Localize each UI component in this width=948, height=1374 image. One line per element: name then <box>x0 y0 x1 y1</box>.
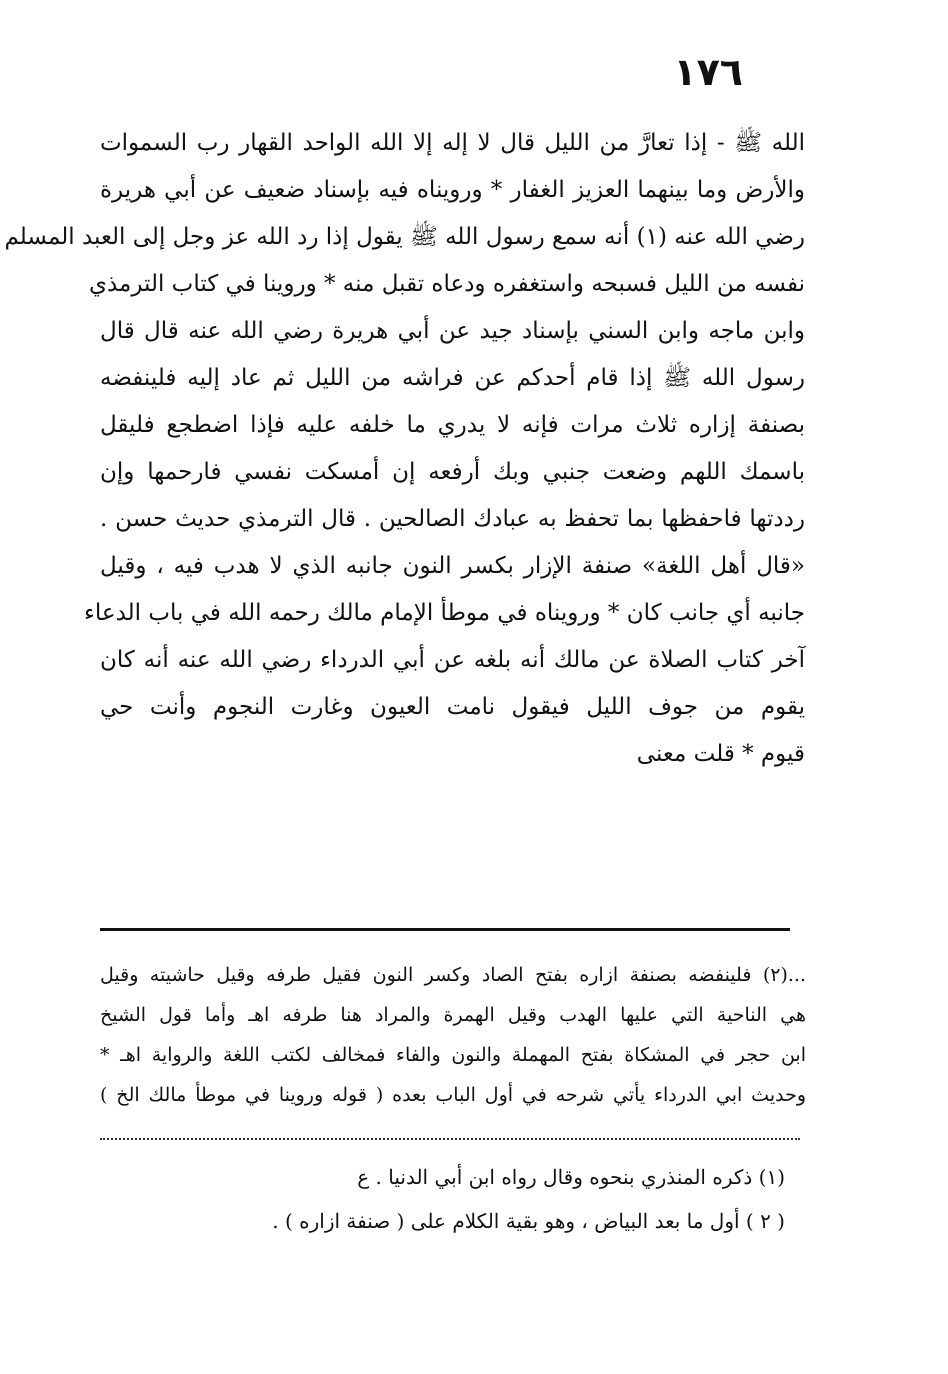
editor-notes <box>150 1155 785 1243</box>
main-text-line: نفسه من الليل فسبحه واستغفره ودعاه تقبل منه * وروينا في كتاب الترمذي <box>88 271 805 297</box>
main-text-line: رسول الله ﷺ إذا قام أحدكم عن فراشه من الليل ثم عاد إليه فلينفضه <box>100 365 805 391</box>
footnote-separator-rule <box>100 928 790 931</box>
main-text-line: يقوم من جوف الليل فيقول نامت العيون وغارت النجوم وأنت حي <box>100 694 805 720</box>
main-text-line: بصنفة إزاره ثلاث مرات فإنه لا يدري ما خلفه عليه فإذا اضطجع فليقل <box>100 412 805 438</box>
main-text-line: وابن ماجه وابن السني بإسناد جيد عن أبي هريرة رضي الله عنه قال قال <box>100 318 805 344</box>
editor-note: (١) ذكره المنذري بنحوه وقال رواه ابن أبي الدنيا . ع <box>357 1165 785 1189</box>
main-text-line: آخر كتاب الصلاة عن مالك أنه بلغه عن أبي الدرداء رضي الله عنه أنه كان <box>100 647 805 673</box>
main-text-body <box>4 120 805 778</box>
page-number: ١٧٦ <box>673 50 743 94</box>
footnote-commentary-line: ابن حجر في المشكاة بفتح المهملة والنون والفاء فمخالف لكتب اللغة والرواية اهـ * <box>100 1044 806 1066</box>
footnote-commentary-line: هي الناحية التي عليها الهدب وقيل الهمرة والمراد هنا طرفه اهـ وأما قول الشيخ <box>100 1004 806 1026</box>
footnote-commentary <box>100 955 806 1115</box>
main-text-line: رددتها فاحفظها بما تحفظ به عبادك الصالحين . قال الترمذي حديث حسن . <box>100 506 805 532</box>
editor-note: ( ٢ ) أول ما بعد البياض ، وهو بقية الكلام على ( صنفة ازاره ) . <box>272 1209 785 1233</box>
main-text-line: رضي الله عنه (١) أنه سمع رسول الله ﷺ يقول إذا رد الله عز وجل إلى العبد المسلم <box>4 224 805 250</box>
footnote-commentary-line: وحديث ابي الدرداء يأتي شرحه في أول الباب بعده ( قوله وروينا في موطأ مالك الخ ) <box>100 1084 806 1106</box>
main-text-line: جانبه أي جانب كان * ورويناه في موطأ الإمام مالك رحمه الله في باب الدعاء <box>84 600 805 626</box>
main-text-line: باسمك اللهم وضعت جنبي وبك أرفعه إن أمسكت نفسي فارحمها وإن <box>100 459 805 485</box>
main-text-line: «قال أهل اللغة» صنفة الإزار بكسر النون جانبه الذي لا هدب فيه ، وقيل <box>100 553 805 579</box>
main-text-line: والأرض وما بينهما العزيز الغفار * ورويناه فيه بإسناد ضعيف عن أبي هريرة <box>100 177 805 203</box>
footnote-commentary-line: ...(٢) فلينفضه بصنفة ازاره بفتح الصاد وكسر النون فقيل طرفه وقيل حاشيته وقيل <box>100 964 806 986</box>
notes-separator-dotted-rule <box>100 1138 800 1140</box>
main-text-line: الله ﷺ - إذا تعارَّ من الليل قال لا إله إلا الله الواحد القهار رب السموات <box>100 130 805 156</box>
main-text-line: قيوم * قلت معنى <box>636 741 805 767</box>
